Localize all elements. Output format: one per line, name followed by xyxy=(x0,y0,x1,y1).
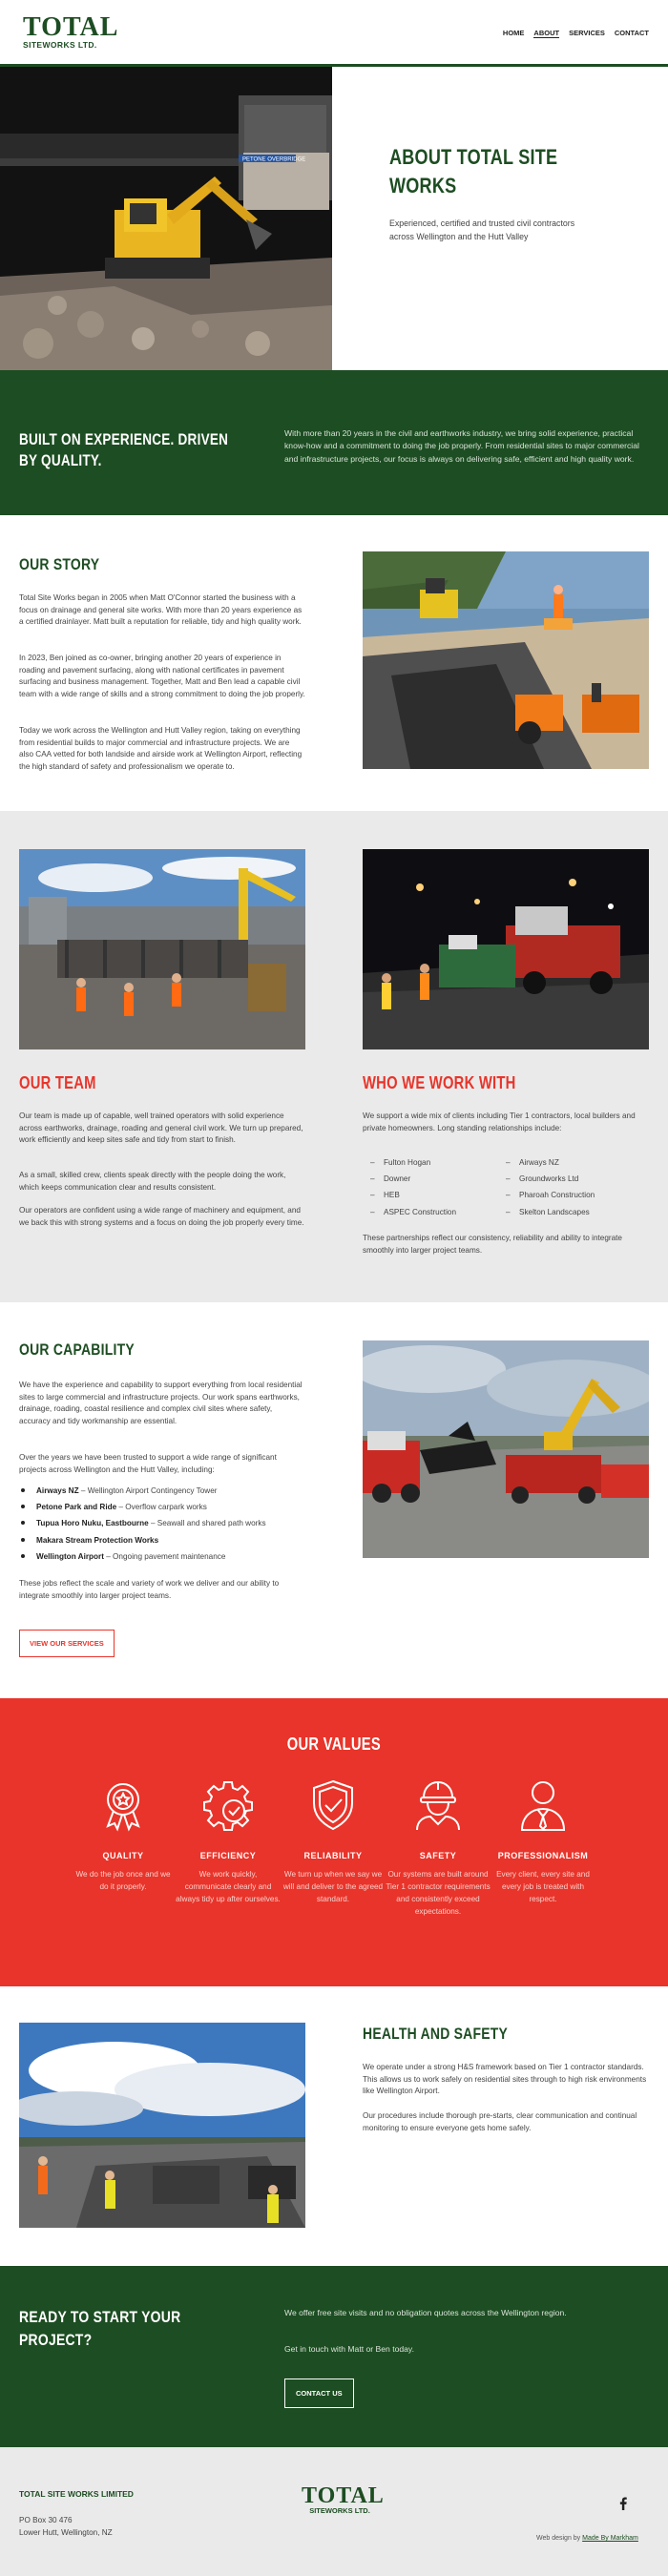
project-item xyxy=(19,1548,324,1565)
nav-home[interactable]: HOME xyxy=(502,29,525,37)
capability-paragraph-3: These jobs reflect the scale and variety of work we deliver and our ability to integrate smoothly into larger project teams. xyxy=(19,1579,280,1600)
footer-logo[interactable] xyxy=(302,2483,385,2515)
clients-list-right xyxy=(506,1154,649,1220)
contact-us-button[interactable]: CONTACT US xyxy=(284,2379,354,2408)
capability-paragraph-2: Over the years we have been trusted to support a wide range of significant projects across Wellington and the Hutt Valley, including: xyxy=(19,1453,277,1474)
clients-list-left xyxy=(370,1154,504,1220)
project-name: Wellington Airport xyxy=(36,1551,104,1561)
businessman-icon xyxy=(514,1776,572,1834)
value-quality xyxy=(71,1851,176,1893)
capability-paragraph-1: We have the experience and capability to support everything from local residential sites to large commercial and infrastructure projects. Our work spans earthworks, drainage, roading, coastal resilience and complex civil sites where safety, accuracy and tidy workmanship are essential. xyxy=(19,1381,303,1426)
hero-photo-excavator-night xyxy=(0,67,332,370)
main-nav xyxy=(503,29,649,38)
value-text: Every client, every site and every job is treated with respect. xyxy=(496,1870,590,1904)
experience-text: With more than 20 years in the civil and earthworks industry, we bring solid experience, practical know-how and a commitment to doing the job properly. From residential sites to major commercial and infrastructure projects, our focus is always on delivering safe, efficient and high quality work. xyxy=(284,428,639,464)
footer-address-line-2: Lower Hutt, Wellington, NZ xyxy=(19,2528,113,2537)
logo-tagline: SITEWORKS LTD. xyxy=(23,40,97,50)
hard-hat-worker-icon xyxy=(409,1776,467,1834)
footer-address-line-1: PO Box 30 476 xyxy=(19,2516,73,2524)
value-reliability xyxy=(281,1851,386,1905)
site-header xyxy=(0,0,668,67)
project-item xyxy=(19,1515,324,1531)
project-desc: – Seawall and shared path works xyxy=(148,1519,266,1528)
client-item: – Airways NZ xyxy=(506,1154,649,1171)
cta-paragraph-1: We offer free site visits and no obligation quotes across the Wellington region. xyxy=(284,2308,567,2317)
site-logo[interactable] xyxy=(23,12,119,50)
team-paragraph-2: As a small, skilled crew, clients speak directly with the people doing the work, which keeps communication clear and results consistent. xyxy=(19,1171,286,1192)
page-title: ABOUT TOTAL SITE WORKS xyxy=(389,145,558,197)
hero-panel xyxy=(332,67,668,370)
project-name: Makara Stream Protection Works xyxy=(36,1535,159,1545)
client-item: – ASPEC Construction xyxy=(370,1204,504,1220)
footer-company-name: TOTAL SITE WORKS LIMITED xyxy=(19,2489,134,2499)
safety-title: HEALTH AND SAFETY xyxy=(363,2025,509,2043)
project-item xyxy=(19,1532,324,1548)
capability-photo-airport-trucks xyxy=(363,1340,649,1558)
value-title: RELIABILITY xyxy=(303,1851,363,1860)
experience-title: BUILT ON EXPERIENCE. DRIVEN BY QUALITY. xyxy=(19,431,229,469)
overbridge-sign: PETONE OVERBRIDGE xyxy=(242,156,306,163)
project-item xyxy=(19,1483,324,1499)
team-paragraph-3: Our operators are confident using a wide range of machinery and equipment, and we back this with strong systems and a focus on doing the job properly every time. xyxy=(19,1206,304,1227)
client-item: – Groundworks Ltd xyxy=(506,1171,649,1187)
safety-photo-airfield-crew xyxy=(19,2023,305,2228)
project-desc: – Wellington Airport Contingency Tower xyxy=(78,1486,218,1495)
capability-projects-list xyxy=(19,1483,324,1565)
project-name: Airways NZ xyxy=(36,1486,79,1495)
nav-about[interactable]: ABOUT xyxy=(533,29,560,37)
experience-banner xyxy=(0,370,668,515)
award-ribbon-icon xyxy=(94,1776,152,1834)
footer-credit-link[interactable]: Made By Markham xyxy=(582,2535,638,2542)
safety-paragraph-1: We operate under a strong H&S framework based on Tier 1 contractor standards. This allows us to work safely on residential sites through to high risk environments like Wellington Airport. xyxy=(363,2063,647,2096)
value-title: QUALITY xyxy=(102,1851,144,1860)
footer-credit-prefix: Web design by xyxy=(536,2535,581,2542)
value-title: SAFETY xyxy=(419,1851,457,1860)
footer-credit xyxy=(536,2535,638,2542)
project-item xyxy=(19,1499,324,1515)
gear-clock-icon xyxy=(199,1776,257,1834)
value-text: Our systems are built around Tier 1 contractor requirements and consistently exceed expectations. xyxy=(386,1870,491,1917)
capability-title: OUR CAPABILITY xyxy=(19,1340,135,1359)
value-text: We turn up when we say we will and deliver to the agreed standard. xyxy=(282,1870,384,1904)
cta-paragraph-2: Get in touch with Matt or Ben today. xyxy=(284,2344,414,2354)
cta-section xyxy=(0,2266,668,2447)
view-services-button[interactable]: VIEW OUR SERVICES xyxy=(19,1630,115,1657)
team-paragraph-1: Our team is made up of capable, well trained operators with solid experience across earthworks, drainage, roading and general civil work. We turn up prepared, work efficiently and keep sites safe and tidy from start to finish. xyxy=(19,1111,303,1145)
client-item: – Downer xyxy=(370,1171,504,1187)
client-item: – Skelton Landscapes xyxy=(506,1204,649,1220)
project-desc: – Overflow carpark works xyxy=(116,1503,207,1512)
story-paragraph-3: Today we work across the Wellington and Hutt Valley region, taking on everything from residential builds to major commercial and infrastructure projects. We are also CAA vetted for both landside and airside work at Wellington Airport, reflecting the high standard of safety and professionalism we operate to. xyxy=(19,726,303,772)
story-photo-beach-roadworks xyxy=(363,551,649,769)
site-footer xyxy=(0,2447,668,2576)
nav-services[interactable]: SERVICES xyxy=(569,29,605,37)
story-title: OUR STORY xyxy=(19,555,100,573)
client-item: – HEB xyxy=(370,1187,504,1203)
value-text: We do the job once and we do it properly. xyxy=(75,1870,171,1892)
project-name: Tupua Horo Nuku, Eastbourne xyxy=(36,1519,149,1528)
story-paragraph-2: In 2023, Ben joined as co-owner, bringing another 20 years of experience in roading and pavement surfacing, along with national certificates in pavement surfacing and business management. Together, Matt and Ben lead a capable civil team with a wide range of skills and a strong commitment to doing the job properly. xyxy=(19,654,305,699)
project-desc: – Ongoing pavement maintenance xyxy=(103,1551,226,1561)
value-text: We work quickly, communicate clearly and always tidy up after ourselves. xyxy=(176,1870,281,1904)
clients-title: WHO WE WORK WITH xyxy=(363,1073,516,1092)
hero-subtitle: Experienced, certified and trusted civil contractors across Wellington and the Hutt Valley xyxy=(389,218,575,241)
team-photo-site-crew xyxy=(19,849,305,1049)
value-title: EFFICIENCY xyxy=(199,1851,257,1860)
client-item: – Fulton Hogan xyxy=(370,1154,504,1171)
value-professionalism xyxy=(491,1851,595,1905)
team-title: OUR TEAM xyxy=(19,1073,96,1092)
story-paragraph-1: Total Site Works began in 2005 when Matt O'Connor started the business with a focus on drainage and general site works. With more than 20 years experience as a certified drainlayer. Matt built a reputation for reliable, tidy and high quality work. xyxy=(19,593,303,627)
clients-outro: These partnerships reflect our consistency, reliability and ability to integrate smoothly into larger project teams. xyxy=(363,1234,622,1255)
value-efficiency xyxy=(176,1851,281,1905)
clients-intro: We support a wide mix of clients including Tier 1 contractors, local builders and private homeowners. Long standing relationships include: xyxy=(363,1111,636,1132)
project-name: Petone Park and Ride xyxy=(36,1503,117,1512)
value-safety xyxy=(386,1851,491,1919)
client-item: – Pharoah Construction xyxy=(506,1187,649,1203)
values-title: OUR VALUES xyxy=(286,1735,382,1754)
nav-contact[interactable]: CONTACT xyxy=(614,29,649,37)
team-photo-night-paving xyxy=(363,849,649,1049)
logo-wordmark: TOTAL xyxy=(23,12,119,42)
cta-title: READY TO START YOUR PROJECT? xyxy=(19,2308,181,2349)
footer-logo-wordmark: TOTAL xyxy=(302,2483,385,2508)
footer-logo-tagline: SITEWORKS LTD. xyxy=(309,2506,370,2515)
shield-check-icon xyxy=(304,1776,362,1834)
safety-paragraph-2: Our procedures include thorough pre-starts, clear communication and continual monitoring to ensure everyone gets home safely. xyxy=(363,2111,637,2132)
value-title: PROFESSIONALISM xyxy=(497,1851,589,1860)
facebook-icon[interactable] xyxy=(618,2497,628,2510)
